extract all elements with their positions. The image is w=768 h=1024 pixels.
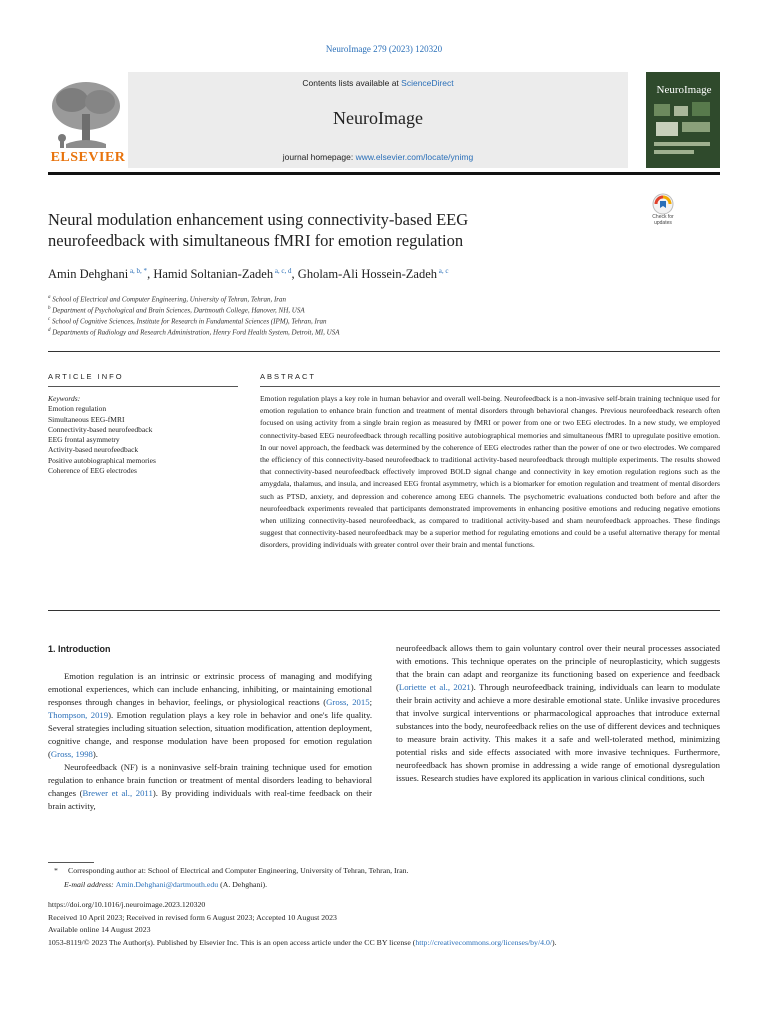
running-head[interactable]: NeuroImage 279 (2023) 120320 — [325, 44, 443, 54]
license-link[interactable]: http://creativecommons.org/licenses/by/4.0/ — [415, 938, 553, 947]
sciencedirect-link[interactable]: ScienceDirect — [401, 78, 454, 88]
contents-prefix: Contents lists available at — [302, 78, 402, 88]
copyright-text: ). — [552, 938, 557, 947]
homepage-prefix: journal homepage: — [282, 152, 356, 162]
keyword: Coherence of EEG electrodes — [48, 466, 137, 476]
affiliation — [48, 328, 688, 336]
author-affiliation-marks[interactable]: a, b, * — [129, 267, 148, 275]
email-link[interactable]: Amin.Dehghani@dartmouth.edu — [115, 880, 219, 889]
keyword: Simultaneous EEG-fMRI — [48, 414, 125, 424]
contents-line — [128, 78, 628, 88]
keyword: Connectivity-based neurofeedback — [48, 424, 153, 434]
copyright-line — [48, 938, 748, 947]
check-for-updates-label[interactable]: Check for updates — [652, 214, 674, 226]
received-dates: Received 10 April 2023; Received in revised form 6 August 2023; Accepted 10 August 2023 — [48, 913, 337, 922]
elsevier-wordmark: ELSEVIER — [50, 150, 126, 165]
citation-link[interactable]: Gross, 2015 — [326, 697, 370, 708]
author-name[interactable]: Hamid Soltanian-Zadeh — [153, 267, 274, 282]
doi-link[interactable]: https://doi.org/10.1016/j.neuroimage.2023.120320 — [48, 900, 206, 909]
paragraph — [48, 670, 372, 761]
keyword: Positive autobiographical memories — [48, 455, 156, 465]
article-title-line: neurofeedback with simultaneous fMRI for emotion regulation — [48, 231, 464, 250]
section-rule — [48, 610, 720, 611]
article-info-heading: ARTICLE INFO — [48, 372, 124, 381]
author-affiliation-marks[interactable]: a, c — [438, 267, 449, 275]
paragraph-text: ; — [369, 697, 372, 708]
affiliation-text: Departments of Radiology and Research Administration, Henry Ford Health System, Detroit, MI, USA — [52, 328, 340, 337]
affiliation — [48, 295, 688, 303]
paragraph-text: Neurofeedback (NF) is a noninvasive self-brain training technique used for emotion regulation to enhance brain function or treatment of mental disorders leading to behavioral changes ( — [48, 762, 372, 799]
citation-link[interactable]: Thompson, 2019 — [48, 710, 109, 721]
author-affiliation-marks[interactable]: a, c, d — [274, 267, 292, 275]
keyword: EEG frontal asymmetry — [48, 435, 120, 445]
paragraph-text: Emotion regulation is an intrinsic or extrinsic process of managing and modifying emotional experiences, which can include enhancing, inhibiting, or maintaining emotional responses through changes in behavior, feelings, or physiological reactions ( — [48, 671, 372, 708]
email-note — [64, 880, 736, 889]
paragraph-text: ). Through neurofeedback training, individuals can learn to modulate their brain activity and achieve a more desirable emotional state. Unlike invasive procedures that involve surgical interventions or pharmacological approaches that introduce external substances into the body, neurofeedback relies on the use of different devices and techniques to measure brain activity. This makes it a safe and well-tolerated method, minimizing potential risks and side effects associated with more invasive techniques. Furthermore, neurofeedback has shown promise in addressing a wide range of emotional dysregulation issues. Research studies have explored its application in various clinical conditions, such — [396, 682, 720, 784]
corresponding-author-note — [48, 866, 720, 875]
abstract-text: Emotion regulation plays a key role in human behavior and overall well-being. Neurofeedback is a non-invasive self-brain training technique used for emotion regulation to enhance brain function and treatment of mental disorders through behavioral changes. Previous neurofeedback research often focused on using activity from a single brain region as measured by fMRI or power from one or two EEG electrodes. In a new study, we employed connectivity-based EEG neurofeedback through recalling positive autobiographical memories and simultaneous fMRI to upregulate positive emotion. In our novel approach, the feedback was determined by the coherence of EEG electrodes rather than the power of one or two electrodes. We compared the efficiency of this connectivity-based neurofeedback to traditional activity-based neurofeedback through multiple experiments. The results showed that connectivity-based neurofeedback effectively improved BOLD signal change and connectivity in key emotion regulation regions such as the amygdala, thalamus, and insula, and increased EEG frontal asymmetry, which is a biomarker for emotion regulation and treatment of mental disorders such as PTSD, anxiety, and depression and coherence among EEG channels. The psychometric evaluations conducted both before and after the neurofeedback experiments revealed that participants demonstrated improvements in enhancing positive emotions and reducing negative emotions when utilizing connectivity-based neurofeedback, as compared to traditional activity-based and sham neurofeedback approaches. These findings suggest that connectivity-based neurofeedback may be a superior method for regulating emotions and could be a useful alternative therapy for mental disorders, providing individuals with greater control over their brain and mental functions. — [260, 394, 720, 550]
body-column-left — [48, 670, 372, 814]
abstract-heading: ABSTRACT — [260, 372, 317, 381]
copyright-text: 1053-8119/© 2023 The Author(s). Published by Elsevier Inc. This is an open access article under the CC BY license ( — [48, 938, 416, 947]
journal-name: NeuroImage — [333, 108, 423, 128]
citation-link[interactable]: Loriette et al., 2021 — [398, 682, 471, 693]
body-column-right — [396, 642, 720, 786]
author-name[interactable]: Amin Dehghani — [48, 267, 129, 282]
paragraph-text: neurofeedback allows them to gain voluntary control over their neural processes associated with emotions. This technique operates on the principle of neuroplasticity, which suggests that the brain can adapt and reorganize its functioning based on experience and feedback ( — [396, 643, 720, 693]
introduction-heading: 1. Introduction — [48, 644, 111, 654]
article-title-line: Neural modulation enhancement using connectivity-based EEG — [48, 210, 469, 229]
corresponding-author-text: Corresponding author at: School of Electrical and Computer Engineering, University of Tehran, Tehran, Iran. — [68, 866, 409, 875]
affiliation-text: School of Electrical and Computer Engineering, University of Tehran, Tehran, Iran — [52, 295, 287, 304]
keywords-label: Keywords: — [48, 394, 81, 403]
paragraph-text: ). By providing individuals with real-time feedback on their brain activity, — [48, 788, 372, 812]
keyword: Emotion regulation — [48, 404, 107, 414]
check-for-updates-icon[interactable] — [646, 192, 680, 232]
author-list: Amin Dehghani $^{a, b, *}$, Hamid Soltanian-Zadeh $^{a, c, d}$, Gholam-Ali Hossein-Zadeh $^{a, c}$ — [48, 267, 449, 282]
abstract-rule — [260, 386, 720, 387]
footnote-mark: * — [54, 866, 58, 875]
article-info-rule — [48, 386, 238, 387]
paragraph — [48, 761, 372, 813]
paragraph — [396, 642, 720, 786]
affiliation — [48, 306, 688, 314]
homepage-link[interactable]: www.elsevier.com/locate/ynimg — [355, 152, 474, 162]
affiliation-text: Department of Psychological and Brain Sciences, Dartmouth College, Hanover, NH, USA — [52, 306, 305, 315]
affiliation-mark: b — [48, 306, 51, 311]
footnote-rule — [48, 862, 94, 863]
citation-link[interactable]: Brewer et al., 2011 — [82, 788, 153, 799]
affiliation-mark: d — [48, 328, 51, 333]
keyword: Activity-based neurofeedback — [48, 445, 139, 455]
affiliation-mark: a — [48, 295, 51, 300]
email-label: E-mail address: — [64, 880, 116, 889]
homepage-line — [128, 152, 628, 162]
article-title — [48, 209, 628, 251]
paragraph-text: ). Emotion regulation plays a key role in behavior and one's life quality. Several strategies including situation selection, situation modification, attention deployment, cognitive change, and response modulation have been proposed for emotion regulation ( — [48, 710, 372, 760]
affiliation — [48, 317, 688, 325]
available-online-date: Available online 14 August 2023 — [48, 925, 151, 934]
email-suffix: (A. Dehghani). — [218, 880, 268, 889]
paragraph-text: ). — [92, 749, 98, 760]
author-name[interactable]: Gholam-Ali Hossein-Zadeh — [297, 267, 437, 282]
keywords-block — [48, 394, 238, 476]
affiliation-text: School of Cognitive Sciences, Institute for Research in Fundamental Sciences (IPM), Tehran, Iran — [51, 317, 327, 326]
header-rule — [48, 172, 720, 175]
cover-title: NeuroImage — [656, 84, 712, 96]
citation-link[interactable]: Gross, 1998 — [50, 749, 93, 760]
affiliation-mark: c — [48, 317, 51, 322]
section-rule — [48, 351, 720, 352]
